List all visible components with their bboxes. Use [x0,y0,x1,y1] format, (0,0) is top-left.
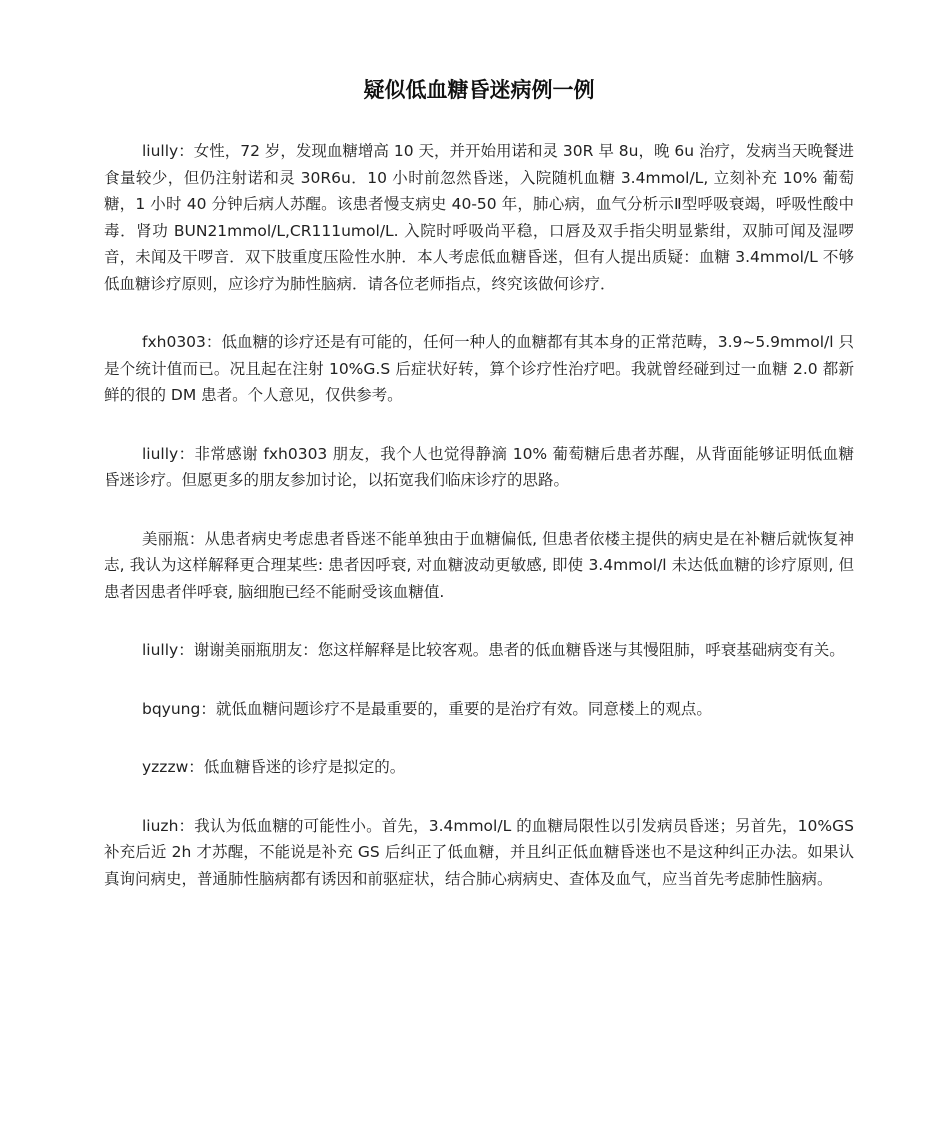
post-text: 低血糖昏迷的诊疗是拟定的。 [203,758,406,776]
author-separator: ： [200,699,216,718]
post-text: 就低血糖问题诊疗不是最重要的，重要的是治疗有效。同意楼上的观点。 [215,699,712,718]
author-separator: ： [188,758,204,776]
post-author: liuzh [142,816,179,835]
post-paragraph [104,526,854,606]
post-paragraph [104,329,854,409]
document-page [104,72,854,924]
post-paragraph [104,754,854,781]
post-paragraph [104,138,854,297]
author-separator: ： [178,641,194,659]
post-author: fxh0303 [142,333,206,351]
post-text: 非常感谢 fxh0303 朋友，我个人也觉得静滴 10% 葡萄糖后患者苏醒，从背面能够证明低血糖昏迷诊疗。但愿更多的朋友参加讨论，以拓宽我们临床诊疗的思路。 [104,444,854,489]
post-paragraph [104,813,854,893]
post-author: 美丽瓶 [142,529,189,548]
post-author: yzzzw [142,758,189,776]
post-author: bqyung [142,699,201,718]
author-separator: ： [188,529,205,548]
post-paragraph [104,696,854,723]
post-text: 低血糖的诊疗还是有可能的，任何一种人的血糖都有其本身的正常范畴，3.9~5.9mmol/l 只是个统计值而已。况且起在注射 10%G.S 后症状好转，算个诊疗性治疗吧。我就曾经碰到过一血糖 2.0 都新鲜的很的 DM 患者。个人意见，仅供参考。 [104,333,854,404]
author-separator: ： [178,142,194,160]
author-separator: ： [178,816,195,835]
post-author: liully [142,444,179,463]
post-paragraph [104,637,854,664]
author-separator: ： [205,333,222,351]
post-text: 我认为低血糖的可能性小。首先，3.4mmol/L 的血糖局限性以引发病员昏迷；另首先，10%GS 补充后近 2h 才苏醒，不能说是补充 GS 后纠正了低血糖，并且纠正低血糖昏迷也不是这种纠正办法。如果认真询问病史，普通肺性脑病都有诱因和前驱症状，结合肺心病病史、查体及血气，应当首先考虑肺性脑病。 [104,816,854,888]
author-separator: ： [178,444,195,463]
post-author: liully [142,641,179,659]
document-title: 疑似低血糖昏迷病例一例 [363,78,595,102]
post-author: liully [142,142,179,160]
post-paragraph [104,441,854,494]
post-text: 女性，72 岁，发现血糖增高 10 天，并开始用诺和灵 30R 早 8u，晚 6u 治疗，发病当天晚餐进食量较少，但仍注射诺和灵 30R6u．10 小时前忽然昏迷，入院随机血糖 3.4mmol/L, 立刻补充 10% 葡萄糖，1 小时 40 分钟后病人苏醒。该患者慢支病史 40-50 年，肺心病，血气分析示Ⅱ型呼吸衰竭，呼吸性酸中毒．肾功 BUN21mmol/L,CR111umol/L. 入院时呼吸尚平稳，口唇及双手指尖明显紫绀，双肺可闻及湿啰音，未闻及干啰音．双下肢重度压险性水肿．本人考虑低血糖昏迷，但有人提出质疑：血糖 3.4mmol/L 不够低血糖诊疗原则，应诊疗为肺性脑病．请各位老师指点，终究该做何诊疗． [104,142,854,293]
post-text: 从患者病史考虑患者昏迷不能单独由于血糖偏低, 但患者依楼主提供的病史是在补糖后就恢复神志, 我认为这样解释更合理某些: 患者因呼衰, 对血糖波动更敏感, 即使 3.4mmol/l 未达低血糖的诊疗原则, 但患者因患者伴呼衰, 脑细胞已经不能耐受该血糖值. [104,529,854,601]
post-text: 谢谢美丽瓶朋友：您这样解释是比较客观。患者的低血糖昏迷与其慢阻肺，呼衰基础病变有关。 [193,641,845,659]
